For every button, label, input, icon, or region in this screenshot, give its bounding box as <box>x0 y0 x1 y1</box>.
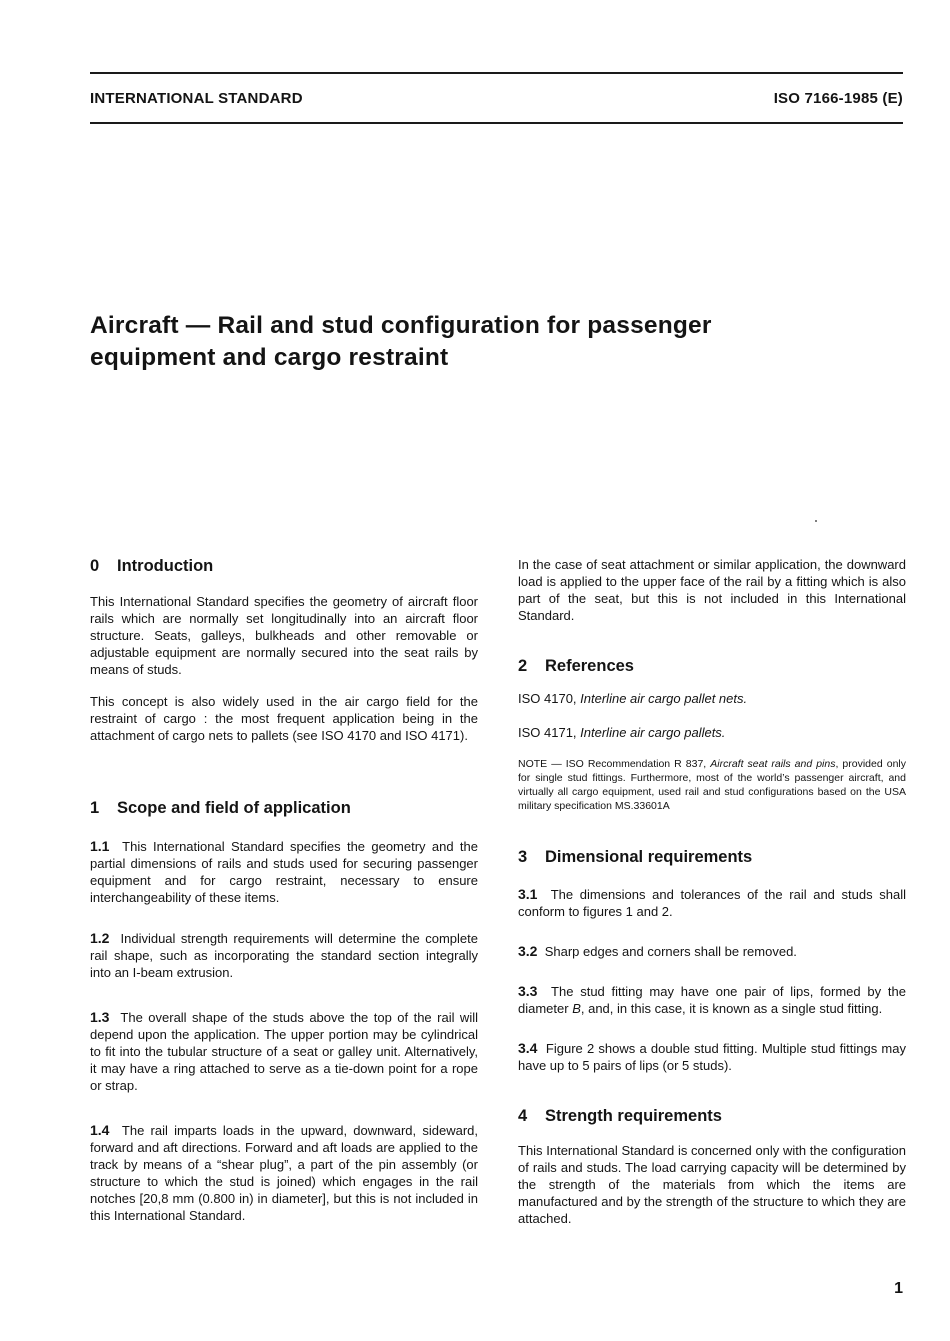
clause-text: The dimensions and tolerances of the rail and studs shall conform to figures 1 and 2. <box>518 887 906 919</box>
clause-number: 1.2 <box>90 930 110 946</box>
section-2-heading <box>518 656 906 676</box>
clause-text: The stud fitting may have one pair of lips, formed by the diameter <box>518 984 906 1016</box>
section-3-heading <box>518 847 906 867</box>
section-1-heading <box>90 798 478 818</box>
clause-text: Figure 2 shows a double stud fitting. Multiple stud fittings may have up to 5 pairs of lips (or 5 studs). <box>518 1041 906 1073</box>
reference-title: Interline air cargo pallet nets. <box>580 691 748 706</box>
clause-1-1 <box>90 838 478 906</box>
section-number: 1 <box>90 799 100 817</box>
references-note <box>518 757 906 813</box>
reference-title: Interline air cargo pallets. <box>580 725 726 740</box>
clause-number: 1.4 <box>90 1122 110 1138</box>
note-text: , provided only for single stud fittings. Furthermore, most of the world’s passenger aircraft, and virtually all cargo equipment, used rail and stud configurations based on the USA military specification MS.33601A <box>518 758 906 812</box>
clause-3-3 <box>518 983 906 1017</box>
reference-iso-4170 <box>518 690 906 707</box>
clause-number: 3.4 <box>518 1040 538 1056</box>
clause-3-2 <box>518 943 906 960</box>
clause-number: 3.2 <box>518 943 538 959</box>
document-type: INTERNATIONAL STANDARD <box>90 90 303 107</box>
clause-text: Sharp edges and corners shall be removed. <box>544 944 797 959</box>
clause-3-4 <box>518 1040 906 1074</box>
section-title: Strength requirements <box>545 1107 722 1125</box>
clause-1-4 <box>90 1122 478 1224</box>
variable-b: B <box>572 1001 581 1016</box>
clause-text-cont: , and, in this case, it is known as a single stud fitting. <box>580 1001 883 1016</box>
note-title: Aircraft seat rails and pins <box>710 758 836 770</box>
clause-text: The overall shape of the studs above the top of the rail will depend upon the application. The upper portion may be cylindrical to fit into the tubular structure of a seat or galley unit. Alternatively, it may have a ring attached to serve as a tie-down point for a rope or strap. <box>90 1010 478 1093</box>
header-bottom-rule <box>90 122 903 124</box>
section-number: 2 <box>518 657 528 675</box>
section-0-heading <box>90 556 478 576</box>
clause-number: 3.1 <box>518 886 538 902</box>
reference-code: ISO 4171, <box>518 725 577 740</box>
section-title: References <box>545 657 634 675</box>
title-line-2: equipment and cargo restraint <box>90 344 449 371</box>
section-4-heading <box>518 1106 906 1126</box>
clause-number: 3.3 <box>518 983 538 999</box>
strength-paragraph: This International Standard is concerned only with the configuration of rails and studs. The load carrying capacity will be determined by the strength of the materials from which the items are manufactured and by the strength of the structure to which they are attached. <box>518 1143 906 1226</box>
section-number: 0 <box>90 557 100 575</box>
standard-number: ISO 7166-1985 (E) <box>773 90 903 107</box>
title-line-1: Aircraft — Rail and stud configuration for passenger <box>90 312 712 339</box>
intro-paragraph-1: This International Standard specifies the geometry of aircraft floor rails which are normally set longitudinally into an aircraft floor structure. Seats, galleys, bulkheads and other removable or adjustable equipment are normally secured into the seat rails by means of studs. <box>90 594 478 677</box>
clause-text: Individual strength requirements will determine the complete rail shape, such as incorporating the standard section integrally into an I-beam extrusion. <box>90 931 478 980</box>
clause-3-1 <box>518 886 906 920</box>
clause-number: 1.1 <box>90 838 110 854</box>
clause-1-2 <box>90 930 478 981</box>
document-title <box>90 310 890 374</box>
note-prefix: NOTE — ISO Recommendation R 837, <box>518 758 707 770</box>
header-top-rule <box>90 72 903 74</box>
seat-attachment-paragraph: In the case of seat attachment or similar application, the downward load is applied to the upper face of the rail by a fitting which is also part of the seat, but this is not included in this International Standard. <box>518 557 906 623</box>
section-title: Introduction <box>117 557 214 575</box>
section-number: 3 <box>518 848 528 866</box>
clause-number: 1.3 <box>90 1009 110 1025</box>
section-title: Dimensional requirements <box>545 848 753 866</box>
reference-code: ISO 4170, <box>518 691 577 706</box>
reference-iso-4171 <box>518 724 906 741</box>
right-column <box>518 556 906 1227</box>
section-number: 4 <box>518 1107 528 1125</box>
section-title: Scope and field of application <box>117 799 351 817</box>
intro-paragraph-2: This concept is also widely used in the air cargo field for the restraint of cargo : the most frequent application being in the attachment of cargo nets to pallets (see ISO 4170 and ISO 4171). <box>90 694 478 743</box>
left-column <box>90 556 478 1224</box>
clause-1-3 <box>90 1009 478 1094</box>
scan-speck <box>815 520 817 522</box>
clause-text: This International Standard specifies the geometry and the partial dimensions of rails and studs used for securing passenger equipment and for cargo restraint, necessary to ensure interchangeability of these items. <box>90 839 478 905</box>
page-number: 1 <box>894 1280 903 1297</box>
clause-text: The rail imparts loads in the upward, downward, sideward, forward and aft directions. Forward and aft loads are applied to the track by means of a “shear plug”, a part of the pin assembly (or structure to which the stud is joined) which engages in the rail notches [20,8 mm (0.800 in) in diameter], but this is not included in this International Standard. <box>90 1123 478 1223</box>
